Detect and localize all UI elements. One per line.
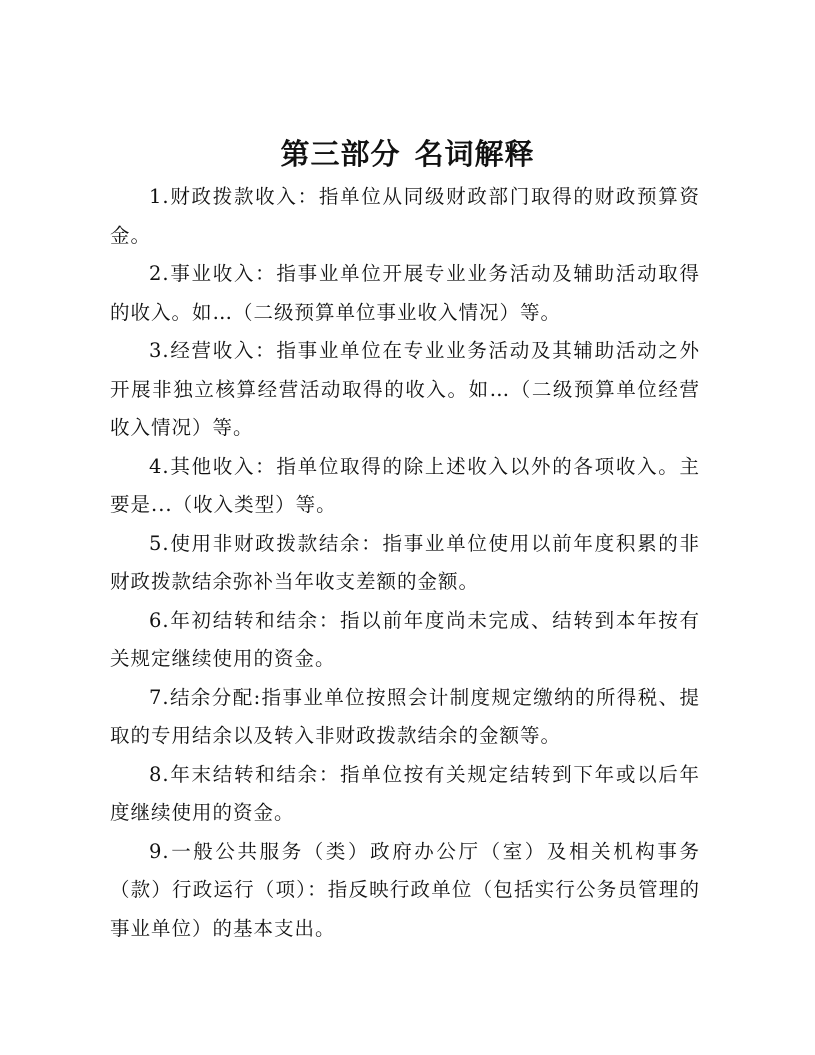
definition-paragraph: 4.其他收入：指单位取得的除上述收入以外的各项收入。主要是...（收入类型）等。: [110, 454, 700, 516]
title-part: 第三部分: [280, 137, 401, 171]
definition-paragraph: 2.事业收入：指事业单位开展专业业务活动及辅助活动取得的收入。如…（二级预算单位事业收入情况）等。: [110, 262, 700, 324]
title-name: 名词解释: [414, 137, 535, 171]
definition-paragraph: 9.一般公共服务（类）政府办公厅（室）及相关机构事务（款）行政运行（项）：指反映行政单位（包括实行公务员管理的事业单位）的基本支出。: [110, 839, 700, 940]
definitions-body: [110, 178, 700, 948]
definition-paragraph: 1.财政拨款收入：指单位从同级财政部门取得的财政预算资金。: [110, 185, 700, 247]
definition-paragraph: 8.年末结转和结余：指单位按有关规定结转到下年或以后年度继续使用的资金。: [110, 762, 700, 824]
definition-paragraph: 6.年初结转和结余：指以前年度尚未完成、结转到本年按有关规定继续使用的资金。: [110, 608, 700, 670]
page-title: [0, 132, 815, 176]
definition-paragraph: 5.使用非财政拨款结余：指事业单位使用以前年度积累的非财政拨款结余弥补当年收支差额的金额。: [110, 531, 700, 593]
definition-paragraph: 7.结余分配:指事业单位按照会计制度规定缴纳的所得税、提取的专用结余以及转入非财政拨款结余的金额等。: [110, 685, 700, 747]
definition-paragraph: 3.经营收入：指事业单位在专业业务活动及其辅助活动之外开展非独立核算经营活动取得的收入。如…（二级预算单位经营收入情况）等。: [110, 339, 700, 439]
